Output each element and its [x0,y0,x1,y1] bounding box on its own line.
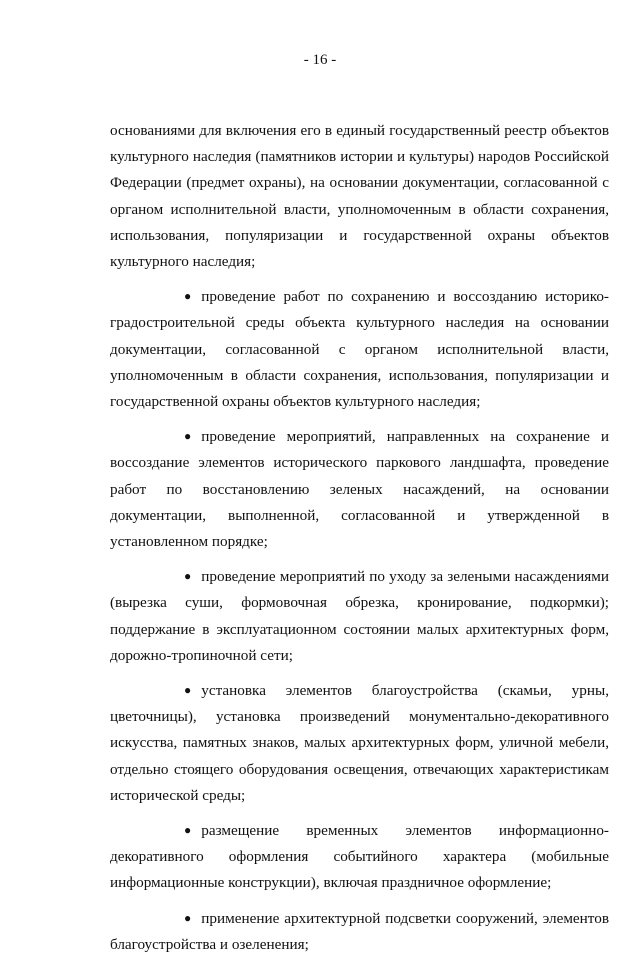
bullet-icon: ● [184,289,192,304]
paragraph-text: основаниями для включения его в единый государственный реестр объектов культурного наследия (памятников истории и культуры) народов Российской Федерации (предмет охраны), на основании документации, согласованной с органом исполнительной власти, уполномоченным в области сохранения, использования, популяризации и государственной охраны объектов культурного наследия; [110,122,609,271]
list-item [110,563,609,669]
list-item [110,677,609,809]
bullet-icon: ● [184,910,192,925]
list-item-text: проведение мероприятий, направленных на сохранение и воссоздание элементов исторического паркового ландшафта, проведение работ по восстановлению зеленых насаждений, на основании документации, выполненной, согласованной и утвержденной в установленном порядке; [110,428,609,551]
bullet-icon: ● [184,823,192,838]
list-item-text: проведение работ по сохранению и воссозданию историко-градостроительной среды объекта культурного наследия на основании документации, согласованной с органом исполнительной власти, уполномоченным в области сохранения, использования, популяризации и государственной охраны объектов культурного наследия; [110,288,609,411]
page-number: - 16 - [303,52,337,68]
list-item [110,283,609,415]
bullet-icon: ● [184,429,192,444]
list-item-text: размещение временных элементов информационно-декоративного оформления событийного характера (мобильные информационные конструкции), включая праздничное оформление; [110,822,609,892]
bullet-icon: ● [184,683,192,698]
document-body [110,118,609,966]
list-item [110,423,609,555]
list-item [110,817,609,897]
paragraph-continuation [110,118,609,275]
list-item-text: проведение мероприятий по уходу за зелеными насаждениями (вырезка суши, формовочная обрезка, кронирование, подкормки); поддержание в эксплуатационном состоянии малых архитектурных форм, дорожно-тропиночной сети; [110,568,609,664]
list-item-text: применение архитектурной подсветки сооружений, элементов благоустройства и озеленения; [110,909,609,953]
list-item-text: установка элементов благоустройства (скамьи, урны, цветочницы), установка произведений монументально-декоративного искусства, памятных знаков, малых архитектурных форм, уличной мебели, отдельно стоящего оборудования освещения, отвечающих характеристикам исторической среды; [110,682,609,804]
list-item [110,905,609,958]
bullet-icon: ● [184,569,192,584]
